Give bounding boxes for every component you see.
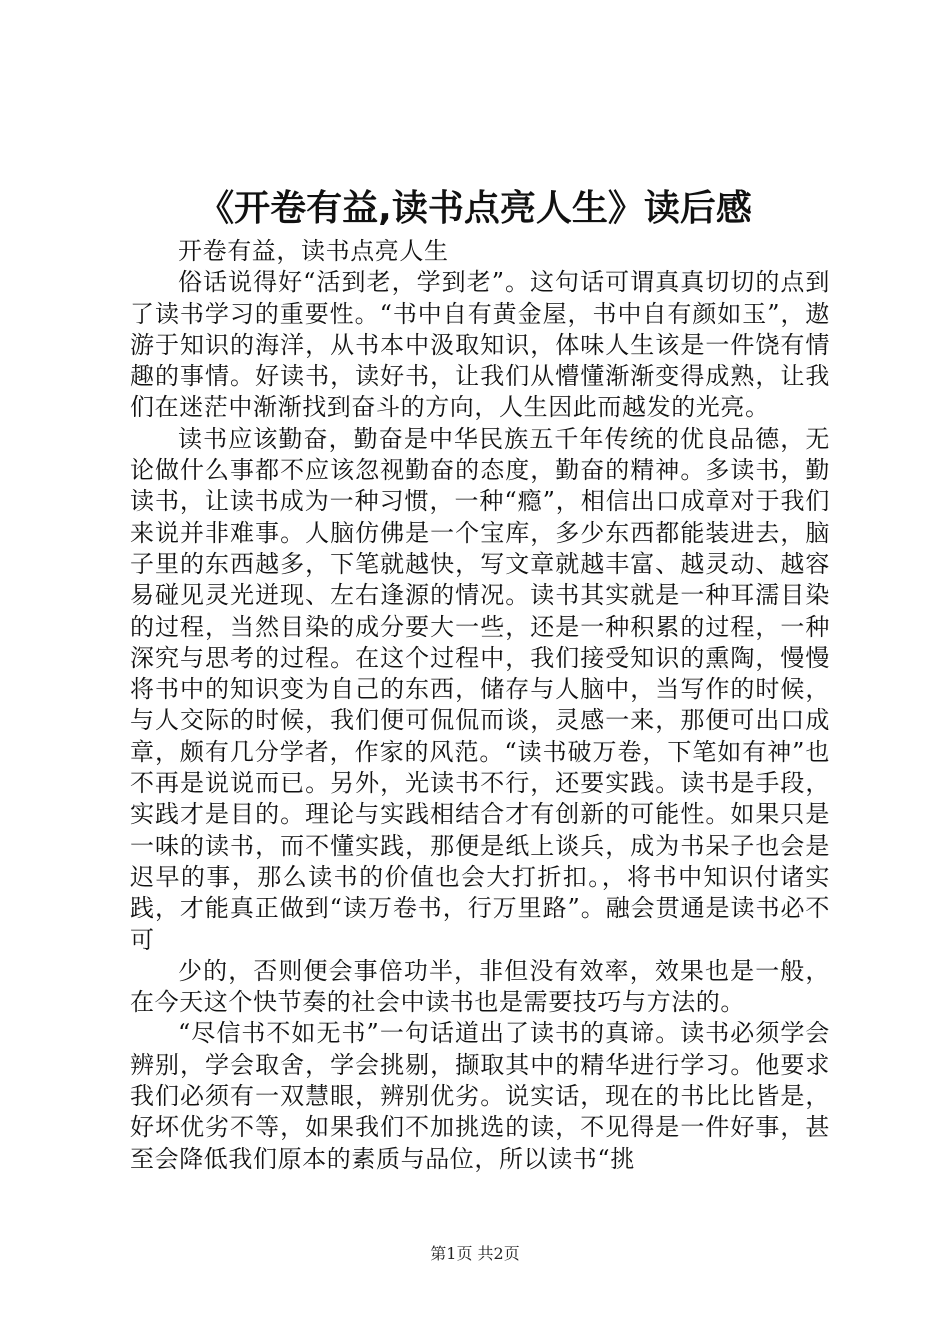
paragraph: “尽信书不如无书”一句话道出了读书的真谛。读书必须学会辨别，学会取舍，学会挑剔，撷取其中的精华进行学习。他要求我们必须有一双慧眼，辨别优劣。说实话，现在的书比比皆是，好坏优劣不等，如果我们不加挑选的读，不见得是一件好事，甚至会降低我们原本的素质与品位，所以读书“挑 <box>130 1019 830 1173</box>
document-body <box>130 236 830 1175</box>
paragraph: 读书应该勤奋，勤奋是中华民族五千年传统的优良品德，无论做什么事都不应该忽视勤奋的态度，勤奋的精神。多读书，勤读书，让读书成为一种习惯，一种“瘾”，相信出口成章对于我们来说并非难事。人脑仿佛是一个宝库，多少东西都能装进去，脑子里的东西越多，下笔就越快，写文章就越丰富、越灵动、越容易碰见灵光迸现、左右逢源的情况。读书其实就是一种耳濡目染的过程，当然目染的成分要大一些，还是一种积累的过程，一种深究与思考的过程。在这个过程中，我们接受知识的熏陶，慢慢将书中的知识变为自己的东西，储存与人脑中，当写作的时候，与人交际的时候，我们便可侃侃而谈，灵感一来，那便可出口成章，颇有几分学者，作家的风范。“读书破万卷，下笔如有神”也不再是说说而已。另外，光读书不行，还要实践。读书是手段，实践才是目的。理论与实践相结合才有创新的可能性。如果只是一味的读书，而不懂实践，那便是纸上谈兵，成为书呆子也会是迟早的事，那么读书的价值也会大打折扣。，将书中知识付诸实践，才能真正做到“读万卷书，行万里路”。融会贯通是读书必不可 <box>130 424 830 954</box>
paragraph: 俗话说得好“活到老，学到老”。这句话可谓真真切切的点到了读书学习的重要性。“书中自有黄金屋，书中自有颜如玉”，遨游于知识的海洋，从书本中汲取知识，体味人生该是一件饶有情趣的事情。好读书，读好书，让我们从懵懂渐渐变得成熟，让我们在迷茫中渐渐找到奋斗的方向，人生因此而越发的光亮。 <box>130 268 830 422</box>
paragraph: 少的，否则便会事倍功半，非但没有效率，效果也是一般，在今天这个快节奏的社会中读书也是需要技巧与方法的。 <box>130 956 830 1017</box>
page-number-footer: 第1页 共2页 <box>430 1244 520 1263</box>
paragraph-subtitle: 开卷有益，读书点亮人生 <box>178 237 449 265</box>
document-title: 《开卷有益,读书点亮人生》读后感 <box>198 188 752 229</box>
